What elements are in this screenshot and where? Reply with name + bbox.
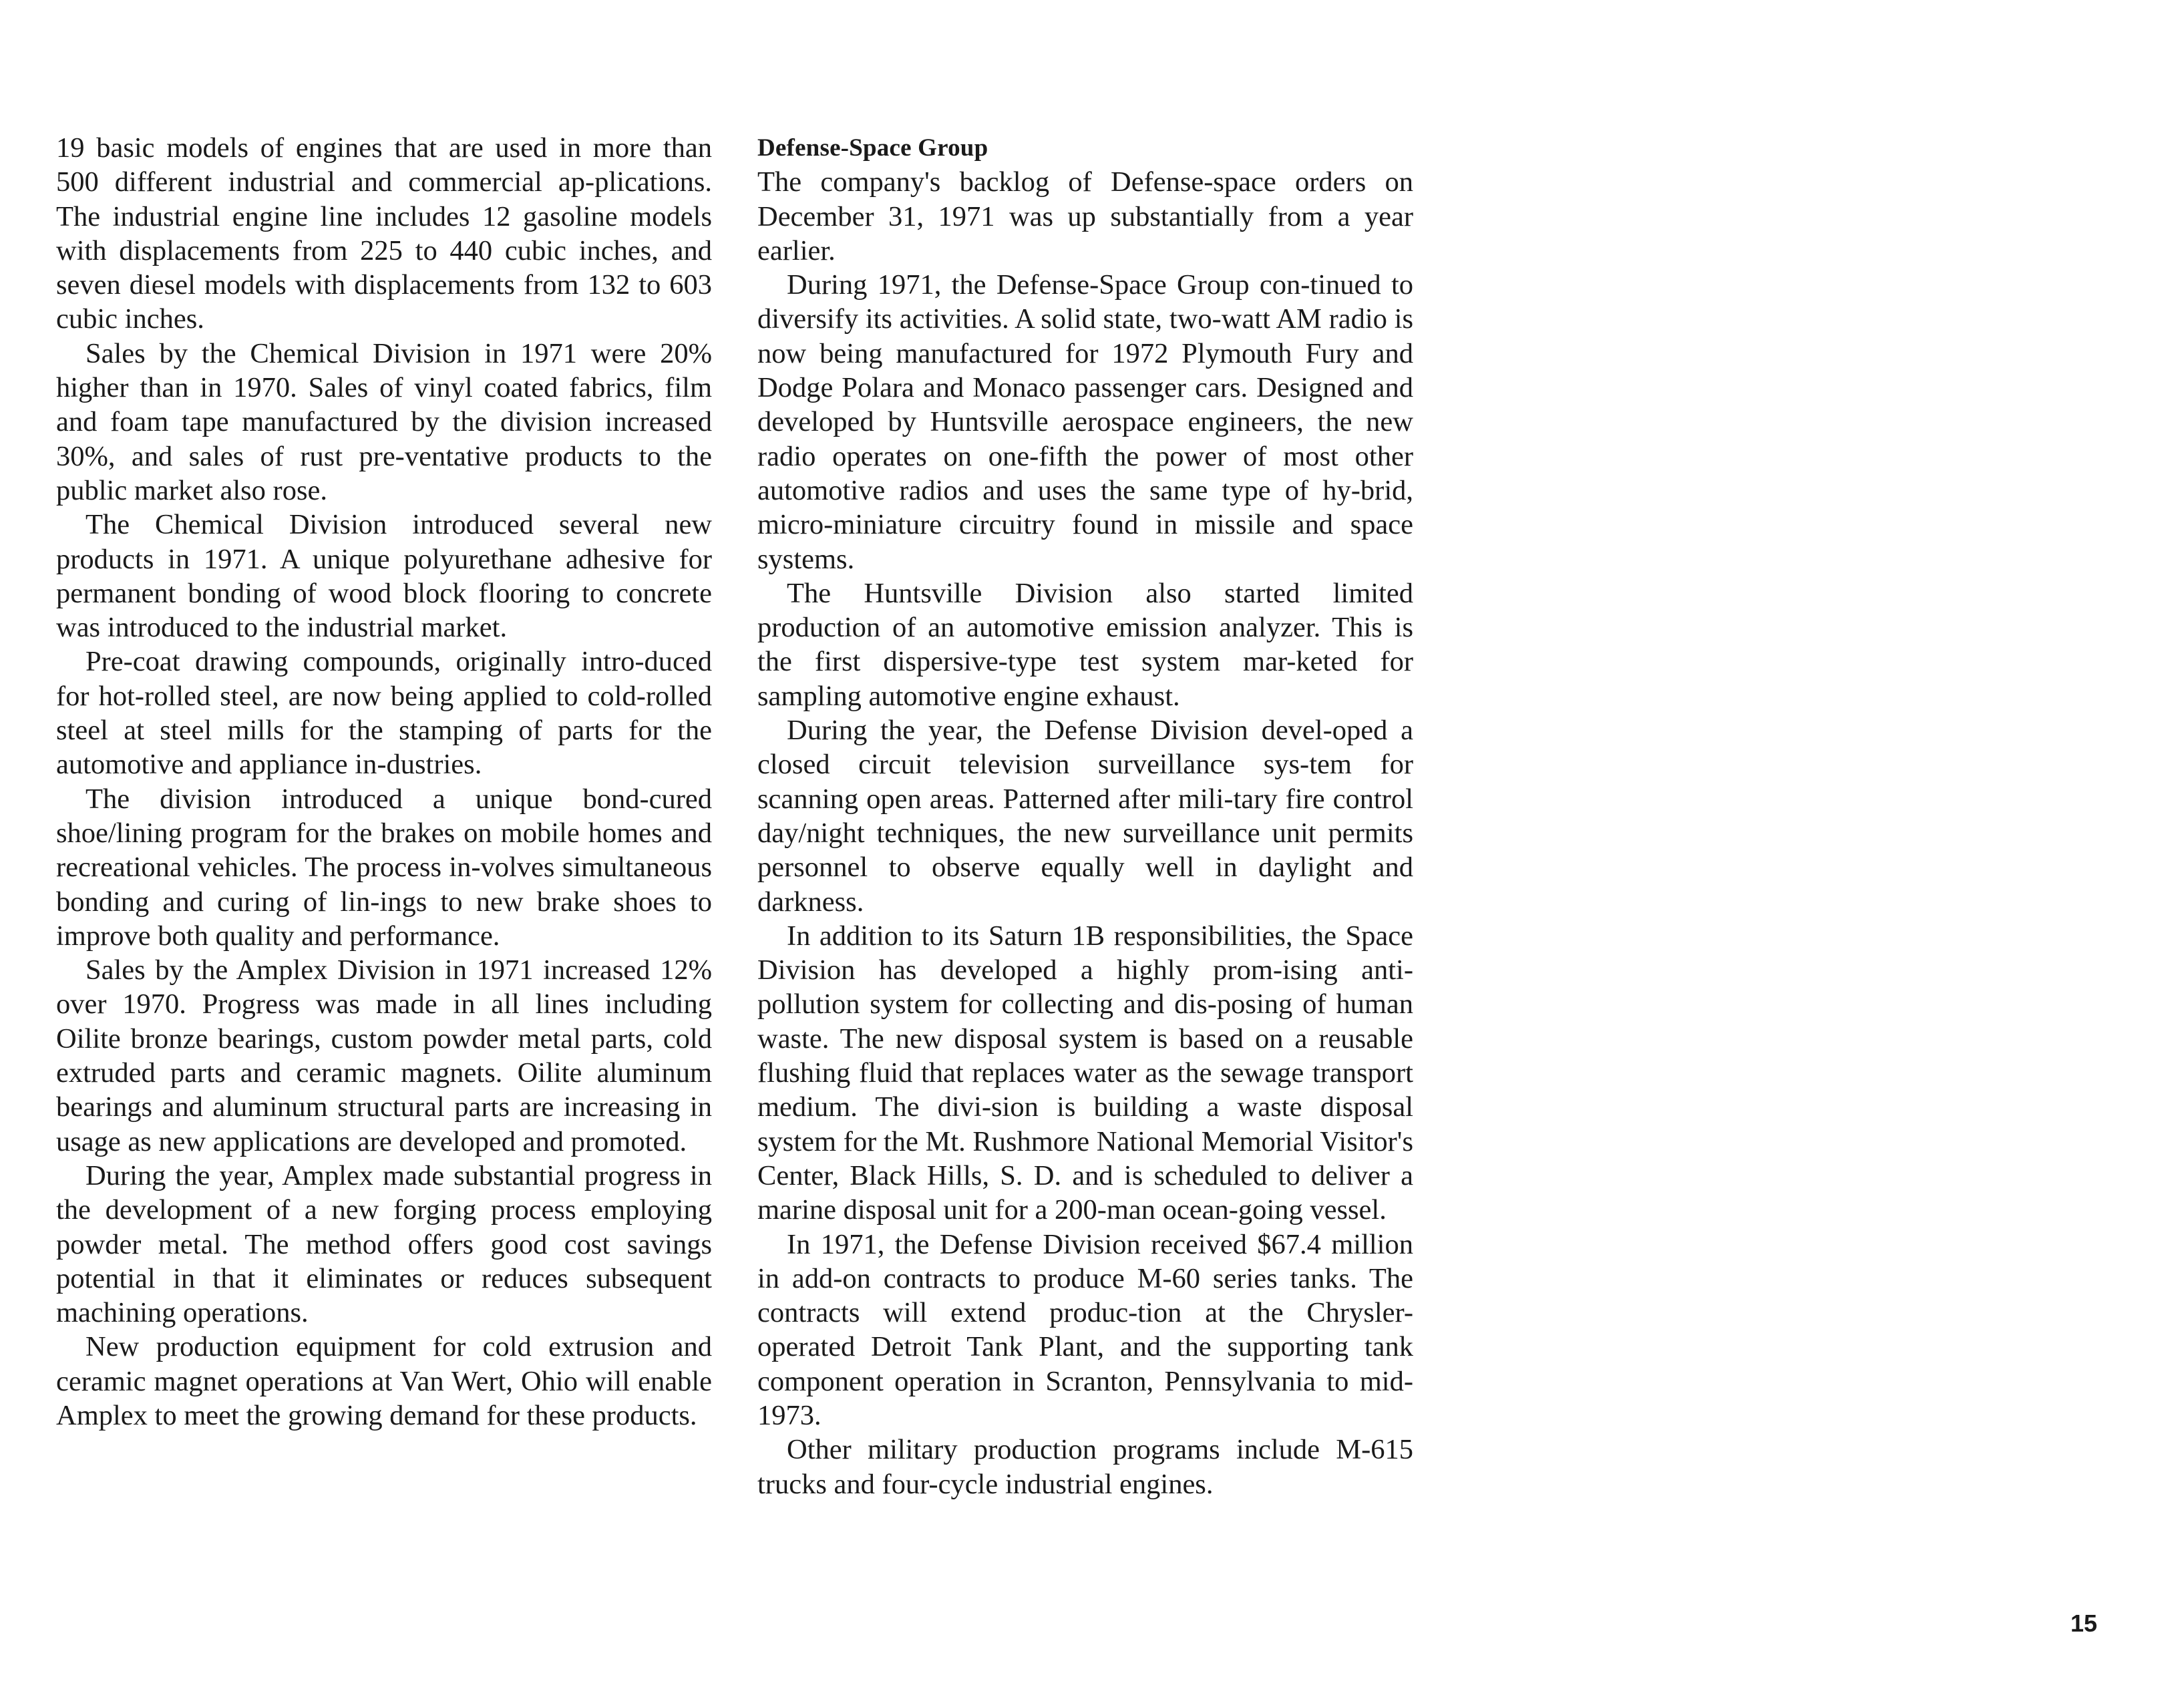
body-paragraph: During the year, the Defense Division devel-oped a closed circuit television surveillance sys-tem for scanning open areas. Patterned after mili-tary fire control day/night techniques, the new surveillance unit permits personnel to observe equally well in daylight and darkness. [757,715,1413,918]
body-paragraph: Sales by the Amplex Division in 1971 increased 12% over 1970. Progress was made in all lines including Oilite bronze bearings, custom powder metal parts, cold extruded parts and ceramic magnets. Oilite aluminum bearings and aluminum structural parts are increasing in usage as new applications are developed and promoted. [56,954,712,1157]
body-paragraph: In addition to its Saturn 1B responsibilities, the Space Division has developed a highly prom-ising anti-pollution system for collecting and dis-posing of human waste. The new disposal system is based on a reusable flushing fluid that replaces water as the sewage transport medium. The divi-sion is building a waste disposal system for the Mt. Rushmore National Memorial Visitor's Center, Black Hills, S. D. and is scheduled to deliver a marine disposal unit for a 200-man ocean-going vessel. [757,920,1413,1226]
body-paragraph: New production equipment for cold extrusion and ceramic magnet operations at Van Wert, Ohio will enable Amplex to meet the growing demand for these products. [56,1331,712,1431]
body-paragraph: Sales by the Chemical Division in 1971 were 20% higher than in 1970. Sales of vinyl coated fabrics, film and foam tape manufactured by the division increased 30%, and sales of rust pre-ventative products to the public market also rose. [56,337,712,506]
body-paragraph: Pre-coat drawing compounds, originally intro-duced for hot-rolled steel, are now being applied to cold-rolled steel at steel mills for the stamping of parts for the automotive and appliance in-dustries. [56,646,712,781]
right-column [757,131,1413,1501]
body-paragraph: 19 basic models of engines that are used in more than 500 different industrial and commercial ap-plications. The industrial engine line includes 12 gasoline models with displacements from 225 to 440 cubic inches, and seven diesel models with displacements from 132 to 603 cubic inches. [56,132,712,335]
section-heading: Defense-Space Group [757,134,988,162]
body-paragraph: Other military production programs include M-615 trucks and four-cycle industrial engines. [757,1434,1413,1500]
body-paragraph: During the year, Amplex made substantial progress in the development of a new forging process employing powder metal. The method offers good cost savings potential in that it eliminates or reduces subsequent machining operations. [56,1159,712,1329]
body-paragraph: The Huntsville Division also started limited production of an automotive emission analyzer. This is the first dispersive-type test system mar-keted for sampling automotive engine exhaust. [757,577,1413,712]
body-paragraph: The company's backlog of Defense-space orders on December 31, 1971 was up substantially from a year earlier. [757,166,1413,266]
body-paragraph: In 1971, the Defense Division received $67.4 million in add-on contracts to produce M-60 series tanks. The contracts will extend produc-tion at the Chrysler-operated Detroit Tank Plant, and the supporting tank component operation in Scranton, Pennsylvania to mid-1973. [757,1228,1413,1431]
body-paragraph: The division introduced a unique bond-cured shoe/lining program for the brakes on mobile homes and recreational vehicles. The process in-volves simultaneous bonding and curing of lin-ings to new brake shoes to improve both quality and performance. [56,783,712,952]
page-number: 15 [2070,1610,2098,1637]
body-paragraph: During 1971, the Defense-Space Group con-tinued to diversify its activities. A solid state, two-watt AM radio is now being manufactured for 1972 Plymouth Fury and Dodge Polara and Monaco passenger cars. Designed and developed by Huntsville aerospace engineers, the new radio operates on one-fifth the power of most other automotive radios and uses the same type of hy-brid, micro-miniature circuitry found in missile and space systems. [757,269,1413,575]
left-column [56,131,712,1433]
body-paragraph: The Chemical Division introduced several new products in 1971. A unique polyurethane adhesive for permanent bonding of wood block flooring to concrete was introduced to the industrial market. [56,509,712,644]
